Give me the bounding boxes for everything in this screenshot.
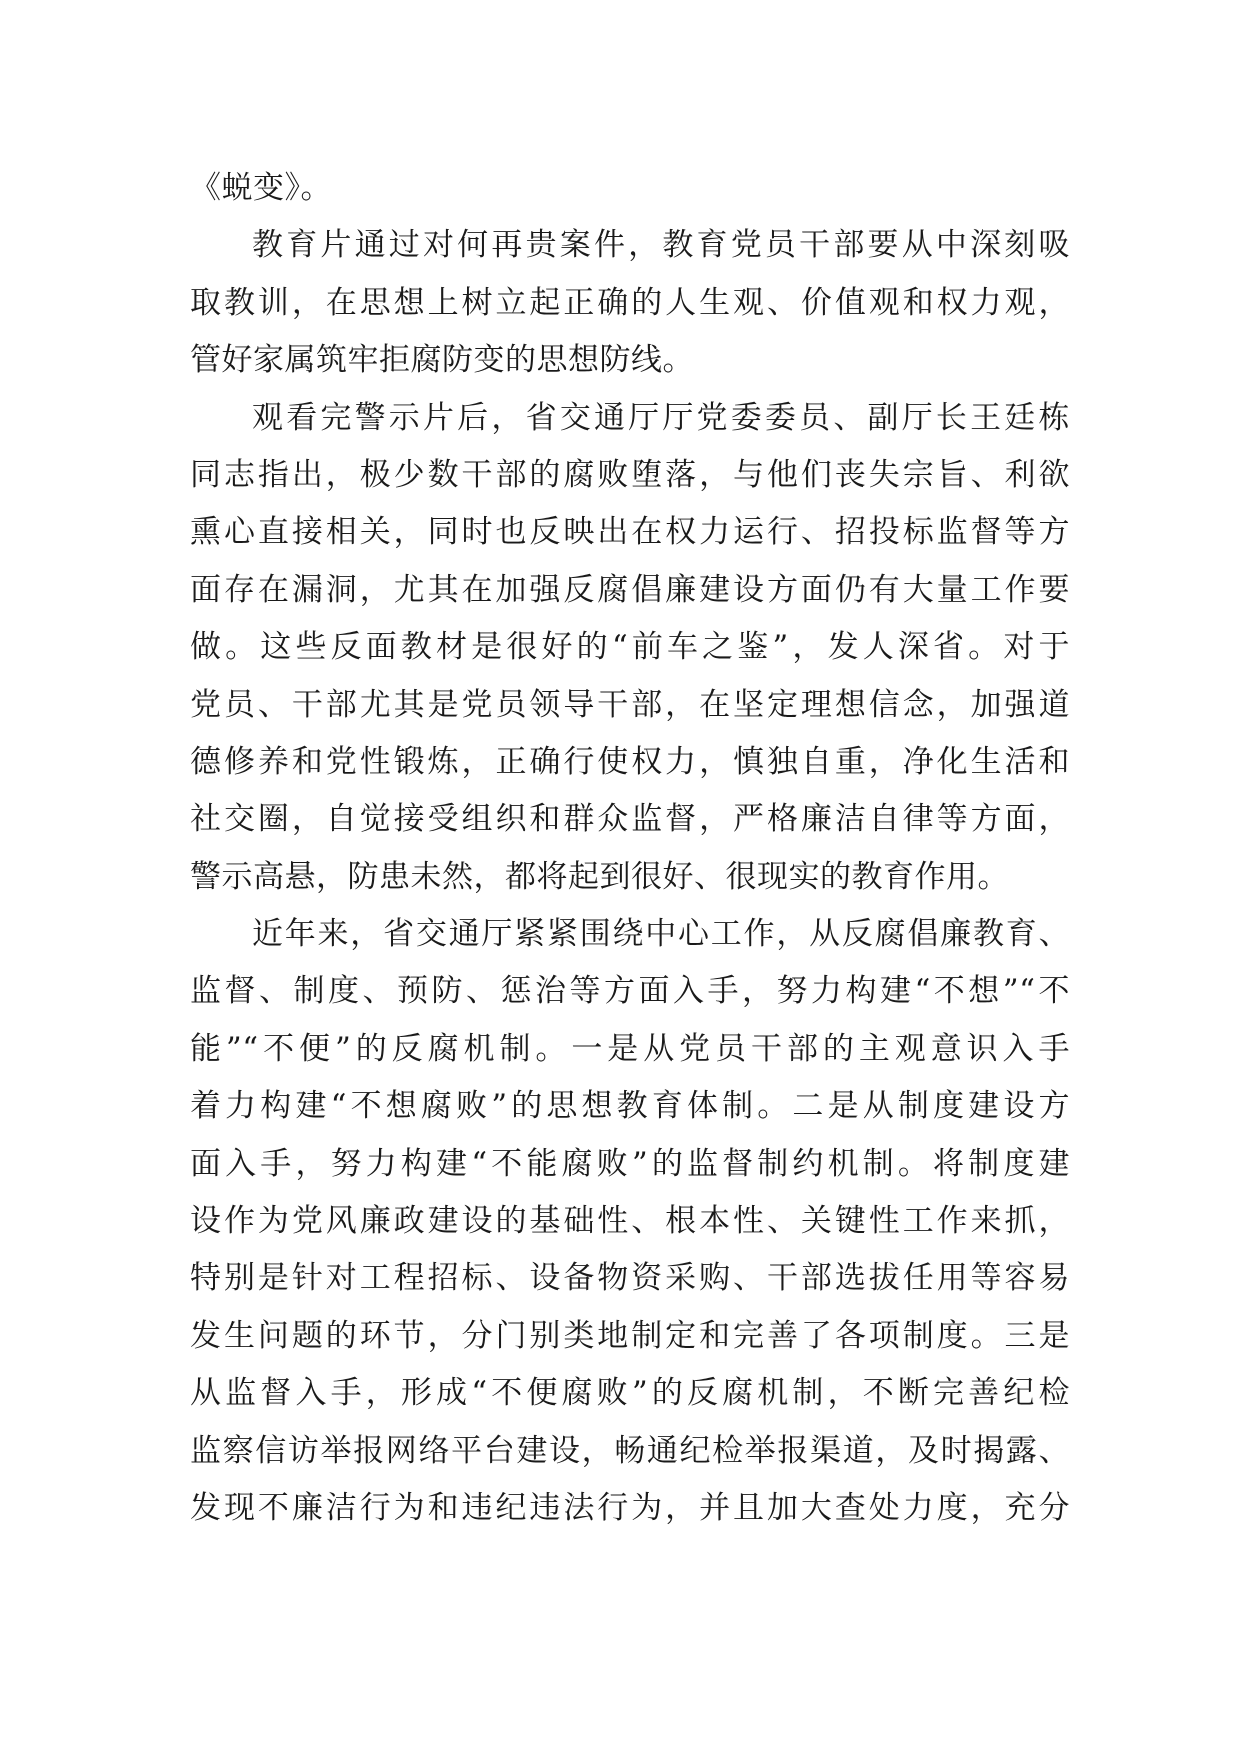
text-line: 近年来，省交通厅紧紧围绕中心工作，从反腐倡廉教育、 <box>252 916 1070 953</box>
text-line: 监察信访举报网络平台建设，畅通纪检举报渠道，及时揭露、 <box>190 1432 1070 1469</box>
text-line: 警示高悬，防患未然，都将起到很好、很现实的教育作用。 <box>190 858 1009 895</box>
text-line: 德修养和党性锻炼，正确行使权力，慎独自重，净化生活和 <box>190 743 1070 780</box>
text-line: 面存在漏洞，尤其在加强反腐倡廉建设方面仍有大量工作要 <box>190 571 1070 608</box>
text-line: 能”“不便”的反腐机制。一是从党员干部的主观意识入手 <box>190 1030 1070 1067</box>
text-line: 着力构建“不想腐败”的思想教育体制。二是从制度建设方 <box>190 1088 1070 1125</box>
text-line: 监督、制度、预防、惩治等方面入手，努力构建“不想”“不 <box>190 973 1070 1010</box>
text-line: 从监督入手，形成“不便腐败”的反腐机制，不断完善纪检 <box>190 1375 1070 1412</box>
text-line: 《蜕变》。 <box>190 170 332 206</box>
text-line: 做。这些反面教材是很好的“前车之鉴”，发人深省。对于 <box>190 629 1070 666</box>
text-line: 取教训，在思想上树立起正确的人生观、价值观和权力观， <box>190 284 1070 321</box>
text-line: 发现不廉洁行为和违纪违法行为，并且加大查处力度，充分 <box>190 1489 1070 1526</box>
document-body <box>190 160 1070 1537</box>
text-line: 设作为党风廉政建设的基础性、根本性、关键性工作来抓， <box>190 1203 1070 1240</box>
text-line: 教育片通过对何再贵案件，教育党员干部要从中深刻吸 <box>252 227 1070 264</box>
text-line: 发生问题的环节，分门别类地制定和完善了各项制度。三是 <box>190 1317 1070 1354</box>
text-line: 同志指出，极少数干部的腐败堕落，与他们丧失宗旨、利欲 <box>190 456 1070 493</box>
text-line: 党员、干部尤其是党员领导干部，在坚定理想信念，加强道 <box>190 686 1070 723</box>
text-line: 观看完警示片后，省交通厅厅党委委员、副厅长王廷栋 <box>252 399 1070 436</box>
text-line: 面入手，努力构建“不能腐败”的监督制约机制。将制度建 <box>190 1145 1070 1182</box>
text-line: 管好家属筑牢拒腐防变的思想防线。 <box>190 342 694 379</box>
text-line: 社交圈，自觉接受组织和群众监督，严格廉洁自律等方面， <box>190 801 1070 838</box>
text-line: 熏心直接相关，同时也反映出在权力运行、招投标监督等方 <box>190 514 1070 551</box>
text-line: 特别是针对工程招标、设备物资采购、干部选拔任用等容易 <box>190 1260 1070 1297</box>
